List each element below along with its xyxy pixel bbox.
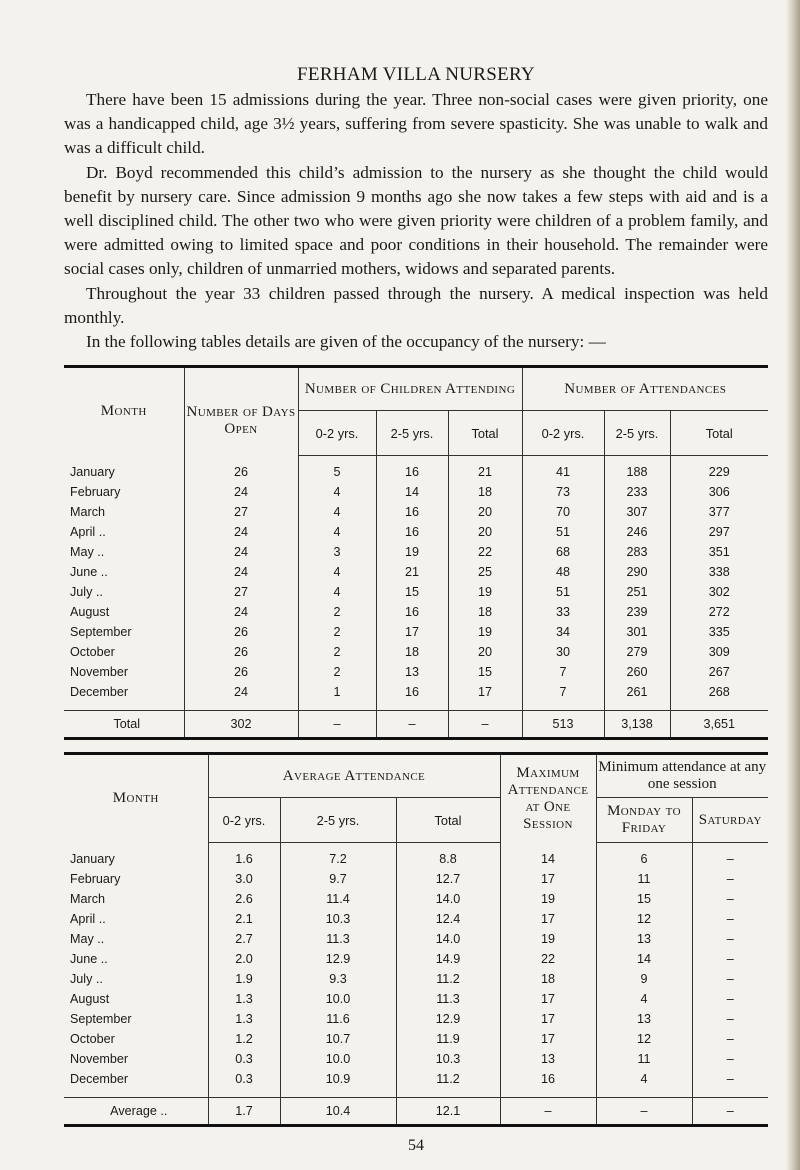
row-label: March [70, 505, 105, 520]
table-cell: 18 [448, 602, 522, 622]
row-label: March [70, 892, 105, 907]
row-label: April .. [70, 912, 106, 927]
table-cell: 34 [522, 622, 604, 642]
col-header-month: Month [112, 790, 159, 807]
table-row [64, 989, 768, 1009]
table-cell: 17 [500, 1009, 596, 1029]
page-edge-shadow [786, 0, 800, 1170]
row-label: October [70, 645, 115, 660]
table-cell: 18 [376, 642, 448, 662]
table-cell: 11.6 [280, 1009, 396, 1029]
table-cell: 24 [184, 482, 298, 502]
spacer-cell [64, 702, 184, 711]
table-row [64, 602, 768, 622]
table-row [64, 682, 768, 702]
table-cell: 16 [376, 522, 448, 542]
table-cell: 12.9 [280, 949, 396, 969]
subheader: 0-2 yrs. [298, 411, 376, 456]
table-cell: 20 [448, 642, 522, 662]
occupancy-table-body [64, 456, 768, 739]
col-header-attendances: Number of Attendances [522, 367, 768, 411]
total-cell: – [298, 711, 376, 739]
table-row [64, 522, 768, 542]
row-label: April .. [70, 525, 106, 540]
spacer-cell [396, 1089, 500, 1098]
table-cell: 10.0 [280, 989, 396, 1009]
spacer-cell [184, 702, 298, 711]
page-number: 54 [408, 1137, 424, 1155]
row-label: May .. [70, 545, 105, 560]
attendance-table [64, 752, 768, 1127]
table-cell: – [692, 889, 768, 909]
table-cell: 27 [184, 502, 298, 522]
table-cell: – [692, 949, 768, 969]
row-label: December [70, 1072, 129, 1087]
table-cell: 13 [500, 1049, 596, 1069]
table-cell: 18 [448, 482, 522, 502]
total-cell: – [376, 711, 448, 739]
row-label: December [70, 685, 129, 700]
table-cell: 25 [448, 562, 522, 582]
table-cell: 19 [448, 582, 522, 602]
row-label: May .. [70, 932, 105, 947]
row-label: November [70, 1052, 129, 1067]
table-cell: – [692, 1069, 768, 1089]
total-cell: – [500, 1098, 596, 1126]
table-cell: 251 [604, 582, 670, 602]
table-cell: 14.0 [396, 929, 500, 949]
table-cell: 0.3 [208, 1049, 280, 1069]
table-cell: 10.0 [280, 1049, 396, 1069]
table-row [64, 969, 768, 989]
table-cell: 19 [376, 542, 448, 562]
table-cell: 4 [298, 482, 376, 502]
table-cell: 246 [604, 522, 670, 542]
table-row [64, 562, 768, 582]
total-cell: 3,651 [670, 711, 768, 739]
table-cell: 1 [298, 682, 376, 702]
table-cell: 297 [670, 522, 768, 542]
table-cell: 68 [522, 542, 604, 562]
table-cell: 1.2 [208, 1029, 280, 1049]
table-cell: 2 [298, 642, 376, 662]
total-cell: 1.7 [208, 1098, 280, 1126]
table-row [64, 662, 768, 682]
table-cell: – [692, 969, 768, 989]
table-cell: 267 [670, 662, 768, 682]
table-cell: 4 [298, 522, 376, 542]
table-cell: 260 [604, 662, 670, 682]
table-cell: 4 [298, 502, 376, 522]
table-row [64, 1069, 768, 1089]
table-cell: 22 [500, 949, 596, 969]
table-cell: 30 [522, 642, 604, 662]
table-cell: 4 [298, 582, 376, 602]
table-cell: 302 [670, 582, 768, 602]
table-cell: 4 [298, 562, 376, 582]
subheader: Total [396, 798, 500, 843]
table-cell: 13 [596, 1009, 692, 1029]
table-cell: 24 [184, 542, 298, 562]
table-cell: 1.9 [208, 969, 280, 989]
table-cell: 24 [184, 682, 298, 702]
table-cell: 11.4 [280, 889, 396, 909]
table-cell: 1.3 [208, 1009, 280, 1029]
table-cell: 239 [604, 602, 670, 622]
table-cell: – [692, 909, 768, 929]
table-cell: 2 [298, 622, 376, 642]
table-cell: – [692, 1029, 768, 1049]
table-cell: 19 [500, 929, 596, 949]
table-cell: 8.8 [396, 843, 500, 870]
table-cell: 51 [522, 582, 604, 602]
table-cell: 4 [596, 989, 692, 1009]
table-cell: 188 [604, 456, 670, 483]
table-cell: 9 [596, 969, 692, 989]
table-cell: – [692, 989, 768, 1009]
spacer-cell [64, 1089, 208, 1098]
table-cell: 2 [298, 602, 376, 622]
table-cell: 14 [596, 949, 692, 969]
page-title: FERHAM VILLA NURSERY [297, 64, 535, 85]
table-cell: 309 [670, 642, 768, 662]
table-cell: 48 [522, 562, 604, 582]
spacer-cell [298, 702, 376, 711]
col-header-children-attending: Number of Children Attending [298, 367, 522, 411]
table-cell: 21 [448, 456, 522, 483]
table-cell: 351 [670, 542, 768, 562]
table-cell: 13 [596, 929, 692, 949]
total-cell: – [692, 1098, 768, 1126]
table-cell: 21 [376, 562, 448, 582]
row-label: November [70, 665, 129, 680]
table-cell: 11.9 [396, 1029, 500, 1049]
table-cell: 261 [604, 682, 670, 702]
table-row [64, 1009, 768, 1029]
spacer-cell [670, 702, 768, 711]
table-cell: 7.2 [280, 843, 396, 870]
table-cell: 1.6 [208, 843, 280, 870]
table-cell: 2.0 [208, 949, 280, 969]
table-cell: 10.9 [280, 1069, 396, 1089]
table-row [64, 622, 768, 642]
table-row [64, 869, 768, 889]
table-cell: 26 [184, 642, 298, 662]
table-cell: 233 [604, 482, 670, 502]
table-cell: 33 [522, 602, 604, 622]
max-header-line1: Maximum Attendance [507, 764, 589, 798]
table-cell: 14 [376, 482, 448, 502]
table-cell: 16 [376, 682, 448, 702]
table-cell: 2.1 [208, 909, 280, 929]
table-cell: 11.3 [280, 929, 396, 949]
table-row [64, 909, 768, 929]
total-cell: 302 [184, 711, 298, 739]
table-cell: 9.7 [280, 869, 396, 889]
spacer-cell [376, 702, 448, 711]
row-label: August [70, 605, 110, 620]
spacer-cell [280, 1089, 396, 1098]
max-header-line2: at One Session [523, 798, 573, 832]
table-cell: 9.3 [280, 969, 396, 989]
table-cell: 19 [448, 622, 522, 642]
table-cell: 0.3 [208, 1069, 280, 1089]
table-row [64, 482, 768, 502]
table-cell: 17 [500, 989, 596, 1009]
spacer-cell [596, 1089, 692, 1098]
table-cell: 268 [670, 682, 768, 702]
attendance-table-body [64, 843, 768, 1126]
paragraph: In the following tables details are given of the occupancy of the nursery: — [86, 332, 606, 352]
table-cell: 307 [604, 502, 670, 522]
table-cell: 5 [298, 456, 376, 483]
table-cell: 11 [596, 1049, 692, 1069]
table-cell: 11.2 [396, 1069, 500, 1089]
table-cell: 26 [184, 622, 298, 642]
table-cell: 18 [500, 969, 596, 989]
col-header-maximum-attendance [500, 754, 596, 843]
subheader: Saturday [692, 798, 768, 843]
table-cell: – [692, 1049, 768, 1069]
spacer-cell [522, 702, 604, 711]
table-cell: 15 [376, 582, 448, 602]
total-label: Average .. [64, 1098, 208, 1126]
table-cell: 17 [376, 622, 448, 642]
table-cell: 12.7 [396, 869, 500, 889]
row-label: June .. [70, 565, 108, 580]
table-cell: 14.0 [396, 889, 500, 909]
spacer-cell [500, 1089, 596, 1098]
occupancy-table [64, 365, 768, 740]
total-row [64, 711, 768, 739]
table-cell: 12 [596, 1029, 692, 1049]
col-header-month: Month [100, 403, 147, 420]
total-cell: 12.1 [396, 1098, 500, 1126]
row-label: July .. [70, 585, 103, 600]
table-cell: – [692, 1009, 768, 1029]
row-label: July .. [70, 972, 103, 987]
subheader: 2-5 yrs. [280, 798, 396, 843]
table-cell: 1.3 [208, 989, 280, 1009]
table-cell: 335 [670, 622, 768, 642]
table-cell: 14 [500, 843, 596, 870]
row-label: September [70, 625, 132, 640]
table-cell: 2 [298, 662, 376, 682]
row-label: February [70, 485, 121, 500]
table-row [64, 889, 768, 909]
spacer-cell [692, 1089, 768, 1098]
table-cell: 70 [522, 502, 604, 522]
subheader: 2-5 yrs. [376, 411, 448, 456]
table-row [64, 542, 768, 562]
table-cell: 17 [500, 869, 596, 889]
row-label: September [70, 1012, 132, 1027]
table-cell: – [692, 843, 768, 870]
table-cell: 13 [376, 662, 448, 682]
table-cell: 338 [670, 562, 768, 582]
table-cell: 7 [522, 662, 604, 682]
table-cell: 73 [522, 482, 604, 502]
spacer-row [64, 1089, 768, 1098]
table-cell: 11 [596, 869, 692, 889]
table-cell: 51 [522, 522, 604, 542]
table-cell: 16 [376, 602, 448, 622]
table-cell: 24 [184, 602, 298, 622]
table-cell: 27 [184, 582, 298, 602]
col-header-days-open: Number of Days Open [184, 367, 298, 456]
table-row [64, 456, 768, 483]
table-row [64, 1029, 768, 1049]
table-cell: 283 [604, 542, 670, 562]
table-cell: 24 [184, 522, 298, 542]
table-cell: 4 [596, 1069, 692, 1089]
total-cell: – [596, 1098, 692, 1126]
table-cell: 15 [596, 889, 692, 909]
total-cell: 513 [522, 711, 604, 739]
subheader: Total [448, 411, 522, 456]
subheader: Total [670, 411, 768, 456]
table-cell: 26 [184, 662, 298, 682]
table-cell: 41 [522, 456, 604, 483]
table-cell: 7 [522, 682, 604, 702]
table-cell: 229 [670, 456, 768, 483]
table-cell: 20 [448, 502, 522, 522]
table-cell: – [692, 929, 768, 949]
table-cell: 11.2 [396, 969, 500, 989]
table-cell: 26 [184, 456, 298, 483]
total-label: Total [64, 711, 184, 739]
paragraph: Dr. Boyd recommended this child’s admission to the nursery as she thought the child would benefit by nursery care. Since admission 9 months ago she now takes a few steps with aid and is a well disciplined child. The other two who were given priority were children of a problem family, and were admitted owing to limited space and poor conditions in their household. The remainder were social cases only, children of unmarried mothers, widows and separated parents. [64, 162, 768, 279]
table-cell: 17 [500, 1029, 596, 1049]
table-cell: 12.4 [396, 909, 500, 929]
col-header-average-attendance: Average Attendance [208, 754, 500, 798]
table-cell: 377 [670, 502, 768, 522]
row-label: January [70, 851, 115, 866]
table-cell: 301 [604, 622, 670, 642]
table-cell: 22 [448, 542, 522, 562]
table-cell: 12.9 [396, 1009, 500, 1029]
table-cell: 10.3 [396, 1049, 500, 1069]
table-cell: 2.7 [208, 929, 280, 949]
table-cell: 290 [604, 562, 670, 582]
row-label: June .. [70, 952, 108, 967]
table-cell: 6 [596, 843, 692, 870]
subheader: 0-2 yrs. [208, 798, 280, 843]
spacer-cell [208, 1089, 280, 1098]
total-cell: 3,138 [604, 711, 670, 739]
table-cell: 11.3 [396, 989, 500, 1009]
table-cell: 16 [500, 1069, 596, 1089]
table-cell: 2.6 [208, 889, 280, 909]
total-cell: – [448, 711, 522, 739]
table-row [64, 949, 768, 969]
table-cell: – [692, 869, 768, 889]
table-cell: 17 [500, 909, 596, 929]
row-label: February [70, 872, 121, 887]
paragraph: There have been 15 admissions during the year. Three non-social cases were given priority, one was a handicapped child, age 3½ years, suffering from severe spasticity. She was unable to walk and was a difficult child. [64, 90, 768, 158]
row-label: January [70, 464, 115, 479]
table-cell: 12 [596, 909, 692, 929]
spacer-cell [604, 702, 670, 711]
spacer-row [64, 702, 768, 711]
table-cell: 16 [376, 456, 448, 483]
row-label: October [70, 1032, 115, 1047]
table-cell: 17 [448, 682, 522, 702]
table-cell: 16 [376, 502, 448, 522]
table-cell: 279 [604, 642, 670, 662]
table-cell: 10.3 [280, 909, 396, 929]
subheader: 2-5 yrs. [604, 411, 670, 456]
table-row [64, 642, 768, 662]
table-cell: 3 [298, 542, 376, 562]
subheader: Monday to Friday [596, 798, 692, 843]
table-row [64, 843, 768, 870]
paragraph: Throughout the year 33 children passed through the nursery. A medical inspection was held monthly. [64, 283, 768, 327]
table-row [64, 582, 768, 602]
intro-text [64, 88, 768, 354]
table-cell: 19 [500, 889, 596, 909]
table-cell: 15 [448, 662, 522, 682]
table-cell: 10.7 [280, 1029, 396, 1049]
spacer-cell [448, 702, 522, 711]
table-cell: 24 [184, 562, 298, 582]
subheader: 0-2 yrs. [522, 411, 604, 456]
col-header-minimum-attendance: Minimum attendance at any one session [596, 754, 768, 798]
table-cell: 306 [670, 482, 768, 502]
document-page [64, 62, 768, 1155]
table-row [64, 1049, 768, 1069]
table-cell: 3.0 [208, 869, 280, 889]
table-cell: 14.9 [396, 949, 500, 969]
total-row [64, 1098, 768, 1126]
total-cell: 10.4 [280, 1098, 396, 1126]
table-cell: 20 [448, 522, 522, 542]
table-cell: 272 [670, 602, 768, 622]
table-row [64, 502, 768, 522]
row-label: August [70, 992, 110, 1007]
table-row [64, 929, 768, 949]
